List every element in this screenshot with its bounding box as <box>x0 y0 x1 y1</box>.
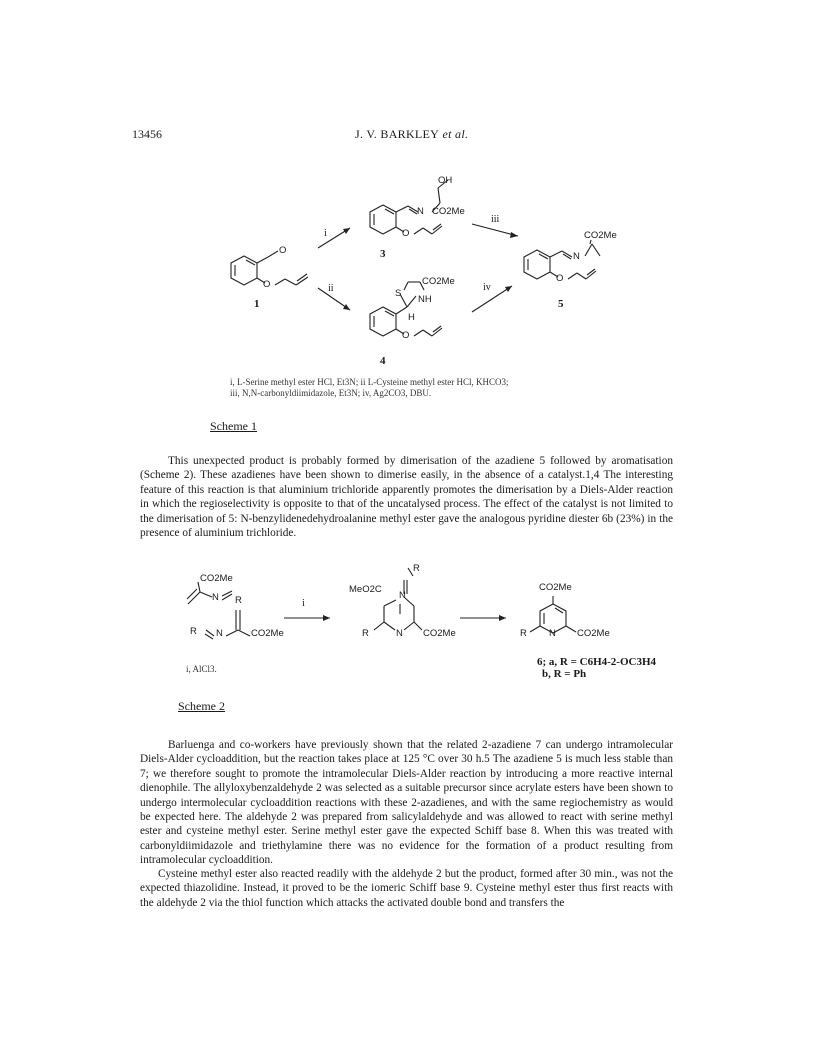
scheme1-label-co2me3: CO2Me <box>432 206 465 217</box>
scheme2-arrow-1 <box>284 615 330 621</box>
scheme1-caption-line2: iii, N,N-carbonyldiimidazole, Et3N; iv, Ag2CO3, DBU. <box>230 388 432 398</box>
scheme2-label-r-b: R <box>190 626 197 637</box>
scheme2-label-co2me-c: CO2Me <box>423 628 456 639</box>
running-head-author: J. V. B <box>355 127 389 141</box>
scheme1-caption-line1: i, L-Serine methyl ester HCl, Et3N; ii L-Cysteine methyl ester HCl, KHCO3; <box>230 377 509 387</box>
running-head-author-smallcaps: ARKLEY <box>388 127 440 141</box>
scheme2-label-r-c: R <box>362 628 369 639</box>
scheme2-label-r-a: R <box>235 595 242 606</box>
scheme2-label-n-a: N <box>212 592 219 603</box>
scheme2-azadiene-top <box>187 582 232 604</box>
scheme1-label-oh: OH <box>438 175 453 186</box>
scheme2-label-r-d: R <box>520 628 527 639</box>
scheme1-label-o3: O <box>402 228 410 239</box>
running-head-etal: et al. <box>442 127 469 141</box>
scheme2-label-n-d: N <box>549 628 556 639</box>
page-number: 13456 <box>132 127 162 141</box>
scheme1-label-n5: N <box>573 251 580 262</box>
scheme2-label-meo2c: MeO2C <box>349 584 382 595</box>
compound-6b: b, R = Ph <box>542 668 587 680</box>
scheme2-reagent-mark: i <box>302 598 305 609</box>
scheme2-azadiene-bottom <box>205 610 250 639</box>
scheme2-intermediate <box>374 568 422 630</box>
paragraph-3: Cysteine methyl ester also reacted readily with the aldehyde 2 but the product, formed after 30 min., was not the expected thiazolidine. Instead, it proved to be the iomeric Schiff base 9. Cysteine methyl ester thus first reacts with the aldehyde 2 via the thiol function which attacks the activated double bond and transfers the <box>140 868 673 909</box>
scheme1-label-o4: O <box>402 330 410 341</box>
compound-label-5: 5 <box>558 298 564 310</box>
compound-6a: 6; a, R = C6H4-2-OC3H4 <box>537 656 657 668</box>
compound-label-1: 1 <box>254 298 260 310</box>
compound-label-3: 3 <box>380 248 386 260</box>
scheme1-reagent-i: i <box>324 228 327 239</box>
scheme2-title: Scheme 2 <box>178 699 225 713</box>
scheme2-label-n-top: N <box>399 590 406 601</box>
scheme2-label-co2me-a: CO2Me <box>200 573 233 584</box>
scheme2-label-co2me-d: CO2Me <box>539 582 572 593</box>
scheme2-label-co2me-b: CO2Me <box>251 628 284 639</box>
scheme1-label-co2me5: CO2Me <box>584 230 617 241</box>
scheme1-label-h4: H <box>408 312 415 323</box>
scheme1-label-o1b: O <box>263 279 271 290</box>
scheme1-label-o5: O <box>556 273 564 284</box>
scheme2-arrow-2 <box>460 615 506 621</box>
scheme1-label-s4: S <box>395 288 402 299</box>
scheme1-label-n3: N <box>417 206 424 217</box>
scheme2-label-co2me-e: CO2Me <box>577 628 610 639</box>
paragraph-1: This unexpected product is probably formed by dimerisation of the azadiene 5 followed by aromatisation (Scheme 2). These azadienes have been shown to dimerise easily, in the absence of a catalyst.1,4 The interesting feature of this reaction is that aluminium trichloride apparently promotes the dimerisation by a Diels-Alder reaction in which the regioselectivity is opposite to that of the uncatalysed process. The effect of the catalyst is not limited to the dimerisation of 5: N-benzylidenedehydroalanine methyl ester gave the analogous pyridine diester 6b (23%) in the presence of aluminium trichloride. <box>140 455 673 540</box>
scheme1-title: Scheme 1 <box>210 419 257 433</box>
scheme2-reagent-caption: i, AlCl3. <box>186 664 217 674</box>
scheme1-reagent-ii: ii <box>328 283 334 294</box>
scheme2-label-r-top: R <box>413 563 420 574</box>
scheme1-reagent-iii: iii <box>491 214 500 225</box>
scheme1-label-co2me4: CO2Me <box>422 276 455 287</box>
scheme2-label-n-c: N <box>396 628 403 639</box>
scheme1-label-o1: O <box>279 245 287 256</box>
paragraph-2: Barluenga and co-workers have previously shown that the related 2-azadiene 7 can undergo intramolecular Diels-Alder cycloaddition, but the reaction takes place at 125 °C over 30 h.5 The azadiene 5 is much less stable than 7; we therefore sought to promote the intramolecular Diels-Alder reaction by introducing a more reactive internal dienophile. The allyloxybenzaldehyde 2 was selected as a suitable precursor since acrylate esters have been shown to undergo intermolecular cycloaddition reactions with these 2-azadienes, and with the same regiochemistry as would be expected here. The aldehyde 2 was prepared from salicylaldehyde and was allowed to react with serine methyl ester and cysteine methyl ester. Serine methyl ester gave the expected Schiff base 8. When this was treated with carbonyldiimidazole and triethylamine there was no evidence for the formation of a product resulting from intramolecular cycloaddition. <box>140 739 673 867</box>
scheme2-label-n-b: N <box>216 628 223 639</box>
scheme1-label-nh4: NH <box>418 294 432 305</box>
scheme1-reagent-iv: iv <box>483 282 491 293</box>
compound-label-4: 4 <box>380 355 386 367</box>
